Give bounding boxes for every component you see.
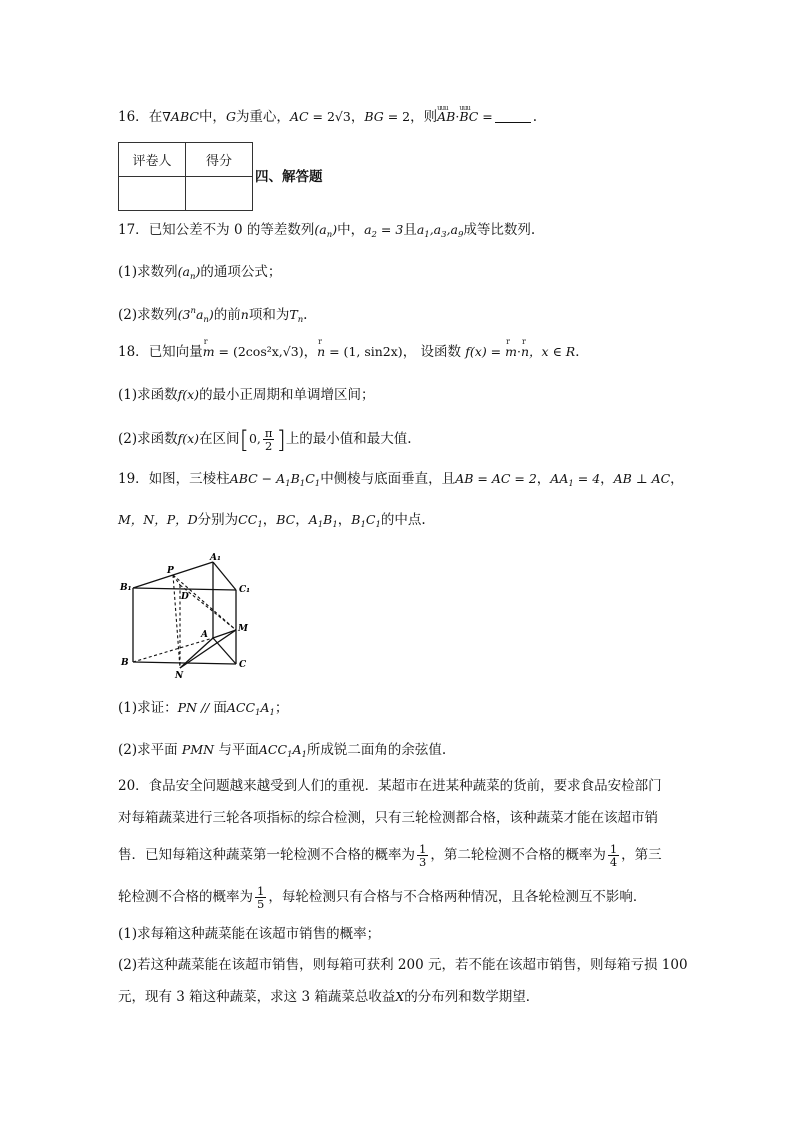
numerator: 1 bbox=[609, 842, 618, 856]
text: A bbox=[292, 742, 302, 757]
text: ， 设函数 bbox=[402, 344, 466, 360]
text: 且 bbox=[403, 222, 417, 238]
fraction-one-quarter bbox=[608, 843, 619, 868]
text: ． bbox=[575, 344, 589, 360]
math-segment bbox=[238, 512, 263, 530]
text: 分别为 bbox=[197, 512, 239, 528]
text: 上的最小值和最大值. bbox=[285, 431, 412, 447]
subscript: 1 bbox=[301, 750, 307, 760]
question-16 bbox=[118, 107, 537, 127]
text: (1)求函数 bbox=[118, 387, 178, 403]
fraction-one-third bbox=[417, 843, 428, 868]
math-condition: AB ⊥ AC bbox=[613, 471, 671, 486]
text: 为重心， bbox=[235, 109, 290, 125]
question-20-line-3 bbox=[118, 840, 662, 870]
text: ， bbox=[600, 471, 614, 487]
score-table-header-grader: 评卷人 bbox=[119, 143, 186, 177]
interval-bracket-left: [ bbox=[239, 426, 249, 454]
question-number: 16． bbox=[118, 109, 149, 125]
math-bg: BG bbox=[364, 109, 384, 124]
math-n-value: = (1, sin2x) bbox=[325, 344, 403, 359]
vector-ab: uuu AB bbox=[437, 107, 455, 127]
subscript: n bbox=[203, 315, 209, 325]
fraction-one-fifth bbox=[255, 885, 266, 910]
question-20-line-1: 20．食品安全问题越来越受到人们的重视．某超市在进某种蔬菜的货前，要求食品安检部门 bbox=[118, 778, 662, 794]
subscript: 1 bbox=[269, 708, 275, 718]
question-20-part-1: (1)求每箱这种蔬菜能在该超市销售的概率； bbox=[118, 926, 381, 942]
text: B bbox=[323, 512, 333, 527]
math-tn bbox=[289, 307, 304, 325]
vector-n: r n bbox=[521, 342, 529, 362]
math-eq: = 2 bbox=[308, 109, 335, 124]
text: ； bbox=[274, 700, 289, 716]
question-20-part-2-line-1: (2)若这种蔬菜能在该超市销售，则每箱可获利 200 元，若不能在该超市销售，则每箱亏损 100 bbox=[118, 957, 688, 973]
text: 轮检测不合格的概率为 bbox=[118, 889, 253, 905]
text: 与平面 bbox=[214, 742, 259, 758]
math-g: G bbox=[225, 109, 236, 124]
math-a2 bbox=[364, 222, 404, 240]
math-dot: · bbox=[455, 109, 460, 124]
label-c1: C₁ bbox=[239, 585, 251, 595]
question-18-part-2 bbox=[118, 424, 412, 455]
text: B bbox=[351, 512, 361, 527]
subscript: 1 bbox=[287, 750, 293, 760]
math-condition bbox=[550, 471, 601, 489]
text: AA bbox=[550, 471, 569, 486]
text: (a bbox=[314, 222, 327, 237]
subscript: n bbox=[189, 272, 196, 282]
subscript: 1 bbox=[317, 520, 324, 530]
text: CC bbox=[238, 512, 258, 527]
text: ,a bbox=[429, 222, 442, 237]
math-seq bbox=[314, 222, 338, 240]
text: ,a bbox=[446, 222, 458, 237]
text: ) bbox=[195, 264, 201, 279]
text: ACC bbox=[226, 700, 256, 715]
math-seq-3n bbox=[177, 306, 214, 325]
math-m-value: = (2cos²x,√3) bbox=[214, 344, 304, 359]
math-ac: AC bbox=[289, 109, 309, 124]
math-interval: 0, bbox=[248, 431, 261, 446]
math-points: M，N，P，D bbox=[118, 512, 198, 527]
subscript: 2 bbox=[371, 230, 377, 240]
superscript: n bbox=[190, 306, 196, 316]
question-20-part-2-line-2 bbox=[118, 987, 539, 1007]
section-title: 四、解答题 bbox=[255, 169, 323, 185]
text: 成等比数列. bbox=[463, 222, 536, 238]
math-prism bbox=[229, 471, 321, 489]
label-a1: A₁ bbox=[210, 553, 221, 563]
text: 已知公差不为 0 的等差数列 bbox=[148, 222, 315, 238]
math-n: n bbox=[240, 307, 249, 322]
text: (2)求数列 bbox=[118, 307, 178, 323]
question-20-line-4 bbox=[118, 882, 646, 912]
text: T bbox=[289, 307, 298, 322]
text: ABC − A bbox=[229, 471, 286, 486]
math-plane bbox=[258, 742, 307, 760]
score-table-cell-score[interactable] bbox=[186, 177, 253, 211]
vector-n: r n bbox=[317, 342, 325, 362]
math-eq: = 2 bbox=[383, 109, 411, 124]
text: 的前 bbox=[213, 307, 241, 323]
text: ，第三 bbox=[621, 847, 662, 863]
subscript: 3 bbox=[441, 230, 447, 240]
subscript: 1 bbox=[299, 479, 306, 489]
label-n: N bbox=[175, 671, 184, 680]
vector-m: r m bbox=[203, 342, 215, 362]
score-table-header-score: 得分 bbox=[186, 143, 253, 177]
question-number: 17． bbox=[118, 222, 149, 238]
subscript: 1 bbox=[568, 479, 574, 489]
label-p: P bbox=[167, 566, 174, 576]
label-c: C bbox=[239, 660, 247, 670]
text: (2)求平面 bbox=[118, 742, 182, 758]
text: = 4 bbox=[573, 471, 601, 486]
math-function: f(x) bbox=[177, 387, 200, 402]
text: 面 bbox=[213, 700, 227, 716]
text: ，第二轮检测不合格的概率为 bbox=[430, 847, 606, 863]
math-plane: PMN bbox=[181, 742, 215, 757]
vector-bc: uuu BC bbox=[459, 107, 478, 127]
numerator: 1 bbox=[419, 842, 427, 856]
text: 中， bbox=[198, 109, 226, 125]
label-a: A bbox=[201, 630, 208, 640]
label-d: D bbox=[181, 592, 189, 602]
text: ， bbox=[262, 512, 277, 528]
text: (3 bbox=[177, 307, 191, 322]
text: A bbox=[308, 512, 318, 527]
text: ， bbox=[295, 512, 309, 528]
math-domain: ，x ∈ R bbox=[529, 344, 576, 359]
text: 在区间 bbox=[199, 431, 240, 447]
text: ， bbox=[337, 512, 352, 528]
subscript: 1 bbox=[424, 230, 430, 240]
text: = 3 bbox=[376, 222, 404, 237]
text: A bbox=[260, 700, 270, 715]
denominator: 2 bbox=[264, 439, 273, 453]
fraction-pi-over-2 bbox=[263, 427, 275, 452]
label-m: M bbox=[238, 624, 248, 634]
question-20-line-2: 对每箱蔬菜进行三轮各项指标的综合检测，只有三轮检测都合格，该种蔬菜才能在该超市销 bbox=[118, 810, 658, 826]
subscript: 9 bbox=[458, 230, 464, 240]
question-18-part-1 bbox=[118, 385, 375, 405]
math-terms bbox=[416, 222, 464, 240]
text: (1)求证： bbox=[118, 700, 178, 716]
text: 中， bbox=[337, 222, 365, 238]
math-function: f(x) = bbox=[465, 344, 506, 359]
text: ) bbox=[332, 222, 338, 237]
subscript: 1 bbox=[285, 479, 291, 489]
math-segment bbox=[308, 512, 338, 530]
subscript: 1 bbox=[314, 479, 321, 489]
text: ， bbox=[536, 471, 551, 487]
question-17-part-2 bbox=[118, 301, 307, 330]
subscript: 1 bbox=[375, 520, 381, 530]
text: ACC bbox=[258, 742, 288, 757]
question-19 bbox=[118, 469, 684, 494]
math-condition: AB = AC = 2 bbox=[455, 471, 537, 486]
subscript: n bbox=[297, 315, 304, 325]
math-abc: ABC bbox=[170, 109, 199, 124]
text: (a bbox=[177, 264, 190, 279]
vector-m: r m bbox=[505, 342, 517, 362]
answer-blank[interactable] bbox=[495, 110, 531, 123]
text: 已知向量 bbox=[148, 344, 203, 360]
subscript: n bbox=[326, 230, 333, 240]
math-segment: BC bbox=[276, 512, 296, 527]
text: 售．已知每箱这种蔬菜第一轮检测不合格的概率为 bbox=[118, 847, 415, 863]
math-x: X bbox=[395, 989, 405, 1004]
text: . bbox=[532, 109, 538, 125]
denominator: 4 bbox=[609, 855, 618, 869]
interval-bracket-right: ] bbox=[276, 426, 286, 454]
text: ， bbox=[350, 109, 365, 125]
text: C bbox=[305, 471, 315, 486]
text: (1)求数列 bbox=[118, 264, 178, 280]
text: a bbox=[364, 222, 372, 237]
question-18 bbox=[118, 342, 589, 362]
label-b: B bbox=[121, 658, 129, 668]
text: 的分布列和数学期望． bbox=[404, 989, 540, 1005]
text: ， bbox=[670, 471, 684, 487]
math-root3: √3 bbox=[334, 109, 351, 124]
text: (2)求函数 bbox=[118, 431, 178, 447]
score-table-cell-grader[interactable] bbox=[119, 177, 186, 211]
text: 元，现有 3 箱这种蔬菜，求这 3 箱蔬菜总收益 bbox=[118, 989, 396, 1005]
text: 的通项公式； bbox=[200, 264, 282, 280]
math-plane bbox=[226, 700, 275, 718]
text: 如图，三棱柱 bbox=[148, 471, 230, 487]
triangle-symbol: ∇ bbox=[162, 109, 171, 124]
question-17 bbox=[118, 220, 535, 245]
text: a bbox=[195, 307, 204, 322]
subscript: 1 bbox=[332, 520, 338, 530]
question-19-part-1 bbox=[118, 698, 288, 723]
text: . bbox=[303, 307, 308, 323]
math-segment bbox=[351, 512, 381, 530]
question-number: 18． bbox=[118, 344, 149, 360]
text: 的最小正周期和单调增区间； bbox=[199, 387, 375, 403]
math-dot: · bbox=[517, 344, 521, 359]
text: ，则 bbox=[410, 109, 438, 125]
denominator: 5 bbox=[257, 897, 265, 911]
numerator: 1 bbox=[257, 884, 265, 898]
math-parallel: // bbox=[196, 700, 214, 715]
subscript: 1 bbox=[360, 520, 366, 530]
question-17-part-1 bbox=[118, 262, 281, 287]
text: 的中点. bbox=[380, 512, 426, 528]
math-eq: = bbox=[478, 109, 493, 124]
text: 中侧棱与底面垂直，且 bbox=[320, 471, 456, 487]
question-number: 19． bbox=[118, 471, 149, 487]
score-table bbox=[118, 142, 253, 211]
text: B bbox=[290, 471, 300, 486]
text: ， bbox=[303, 344, 318, 360]
text: 在 bbox=[148, 109, 163, 125]
text: 所成锐二面角的余弦值. bbox=[306, 742, 447, 758]
text: C bbox=[365, 512, 376, 527]
subscript: 1 bbox=[257, 520, 263, 530]
math-seq bbox=[177, 264, 201, 282]
label-b1: B₁ bbox=[120, 583, 132, 593]
question-19-part-2 bbox=[118, 740, 446, 765]
text: ，每轮检测只有合格与不合格两种情况，且各轮检测互不影响． bbox=[268, 889, 647, 905]
math-pn: PN bbox=[177, 700, 197, 715]
text: ) bbox=[208, 307, 214, 322]
text: 项和为 bbox=[248, 307, 290, 323]
denominator: 3 bbox=[419, 855, 427, 869]
prism-figure bbox=[118, 550, 258, 680]
math-function: f(x) bbox=[177, 431, 200, 446]
text: a bbox=[416, 222, 425, 237]
numerator: π bbox=[264, 426, 273, 440]
question-19-line-2 bbox=[118, 510, 426, 535]
subscript: 1 bbox=[255, 708, 261, 718]
